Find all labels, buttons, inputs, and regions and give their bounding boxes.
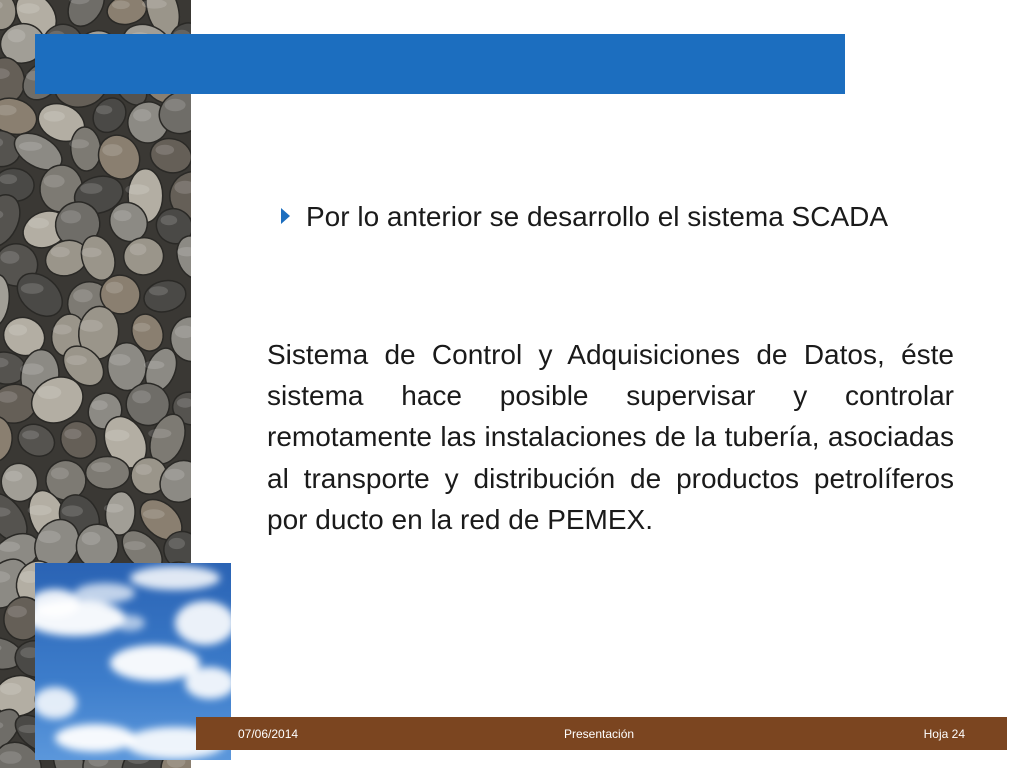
bullet-item (278, 196, 954, 237)
footer-bar (196, 717, 1007, 750)
footer-date: 07/06/2014 (238, 727, 299, 741)
title-bar (35, 34, 845, 94)
footer-presentation-title: Presentación (564, 727, 635, 741)
bullet-text: Por lo anterior se desarrollo el sistema SCADA (306, 201, 889, 232)
footer-page-number: Hoja 24 (923, 727, 965, 741)
body-paragraph: Sistema de Control y Adquisiciones de Datos, éste sistema hace posible supervisar y controlar remotamente las instalaciones de la tubería, asociadas al transporte y distribución de productos petrolíferos por ducto en la red de PEMEX. (267, 339, 954, 535)
triangle-bullet-icon (278, 196, 306, 236)
